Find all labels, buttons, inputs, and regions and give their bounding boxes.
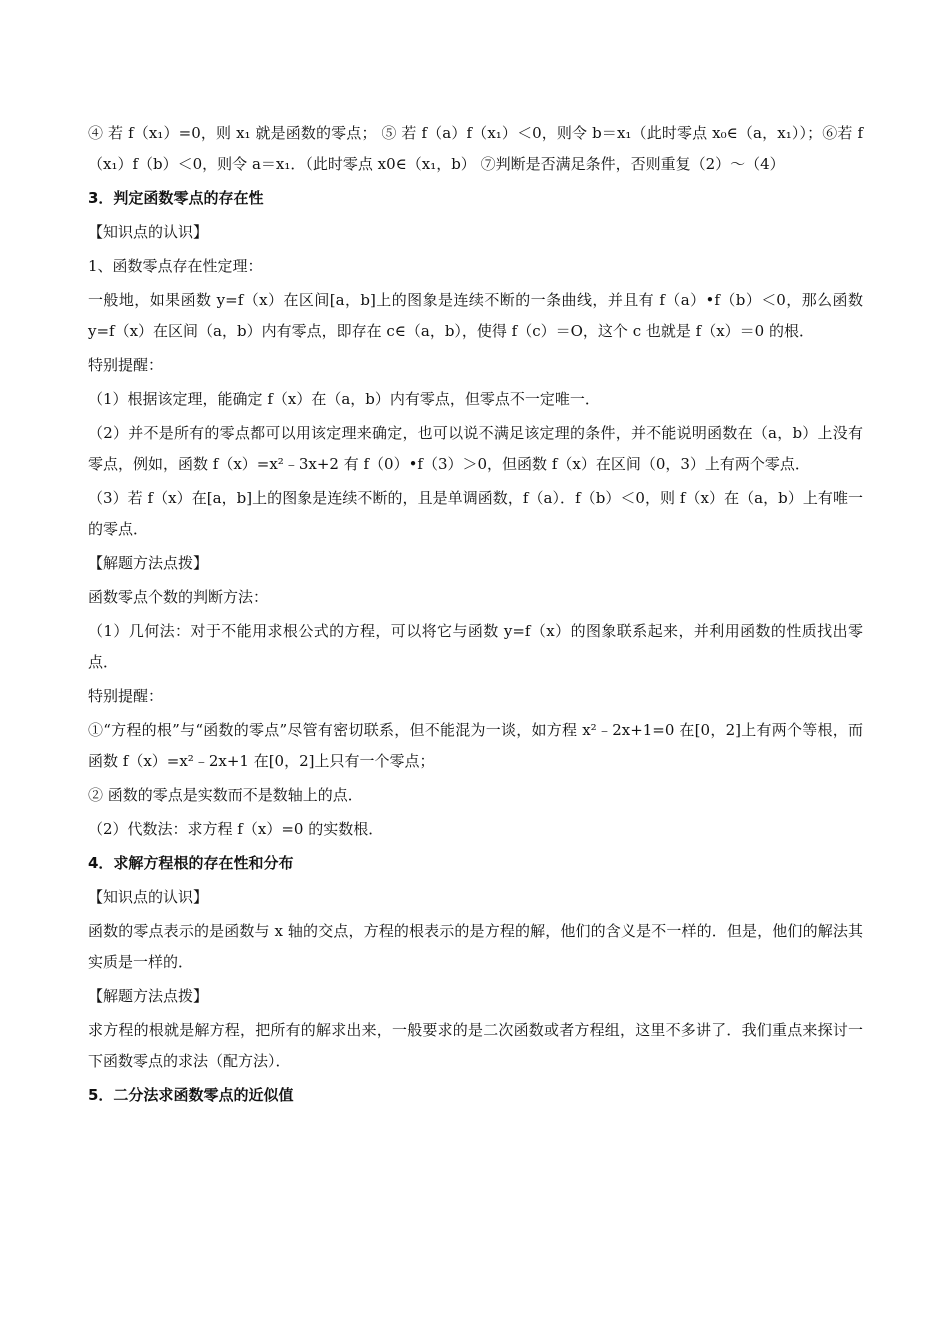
method-tag: 【解题方法点拨】: [88, 554, 209, 572]
section-heading-4: 4．求解方程根的存在性和分布: [88, 854, 294, 872]
paragraph-roots-meaning: 函数的零点表示的是函数与 x 轴的交点，方程的根表示的是方程的解，他们的含义是不一样的．但是，他们的解法其实质是一样的．: [88, 922, 863, 971]
knowledge-tag: 【知识点的认识】: [88, 223, 209, 241]
method-tag-2: 【解题方法点拨】: [88, 987, 209, 1005]
paragraph-note-2: （2）并不是所有的零点都可以用该定理来确定，也可以说不满足该定理的条件，并不能说明函数在（a，b）上没有零点，例如，函数 f（x）=x²﹣3x+2 有 f（0）•f（3）＞0，但函数 f（x）在区间（0，3）上有两个零点．: [88, 424, 863, 473]
paragraph-reminder: 特别提醒：: [88, 356, 164, 374]
section-heading-5: 5．二分法求函数零点的近似值: [88, 1086, 294, 1104]
paragraph-theorem-title: 1、函数零点存在性定理：: [88, 257, 263, 275]
paragraph-reminder-item-1: ①“方程的根”与“函数的零点”尽管有密切联系，但不能混为一谈，如方程 x²﹣2x+1=0 在[0，2]上有两个等根，而函数 f（x）=x²﹣2x+1 在[0，2]上只有一个零点；: [88, 721, 863, 770]
section-heading-3: 3．判定函数零点的存在性: [88, 189, 264, 207]
knowledge-tag-2: 【知识点的认识】: [88, 888, 209, 906]
paragraph-steps: ④ 若 f（x₁）=0，则 x₁ 就是函数的零点； ⑤ 若 f（a）f（x₁）＜0，则令 b＝x₁（此时零点 x₀∈（a，x₁））；⑥若 f（x₁）f（b）＜0，则令 a＝x₁．（此时零点 x0∈（x₁，b） ⑦判断是否满足条件，否则重复（2）～（4）: [88, 124, 863, 173]
paragraph-algebraic-method: （2）代数法：求方程 f（x）=0 的实数根．: [88, 820, 384, 838]
paragraph-reminder-2: 特别提醒：: [88, 687, 164, 705]
paragraph-theorem: 一般地，如果函数 y=f（x）在区间[a，b]上的图象是连续不断的一条曲线，并且有 f（a）•f（b）＜0，那么函数 y=f（x）在区间（a，b）内有零点，即存在 c∈（a，b），使得 f（c）＝O，这个 c 也就是 f（x）＝0 的根．: [88, 291, 863, 340]
paragraph-note-3: （3）若 f（x）在[a，b]上的图象是连续不断的，且是单调函数，f（a）．f（b）＜0，则 f（x）在（a，b）上有唯一的零点．: [88, 489, 863, 538]
paragraph-note-1: （1）根据该定理，能确定 f（x）在（a，b）内有零点，但零点不一定唯一．: [88, 390, 600, 408]
paragraph-geometric-method: （1）几何法：对于不能用求根公式的方程，可以将它与函数 y=f（x）的图象联系起来，并利用函数的性质找出零点．: [88, 622, 863, 671]
paragraph-method-title: 函数零点个数的判断方法：: [88, 588, 269, 606]
paragraph-reminder-item-2: ② 函数的零点是实数而不是数轴上的点．: [88, 786, 363, 804]
paragraph-solve-roots: 求方程的根就是解方程，把所有的解求出来，一般要求的是二次函数或者方程组，这里不多讲了．我们重点来探讨一下函数零点的求法（配方法）．: [88, 1021, 863, 1070]
document-page: [88, 118, 863, 1114]
